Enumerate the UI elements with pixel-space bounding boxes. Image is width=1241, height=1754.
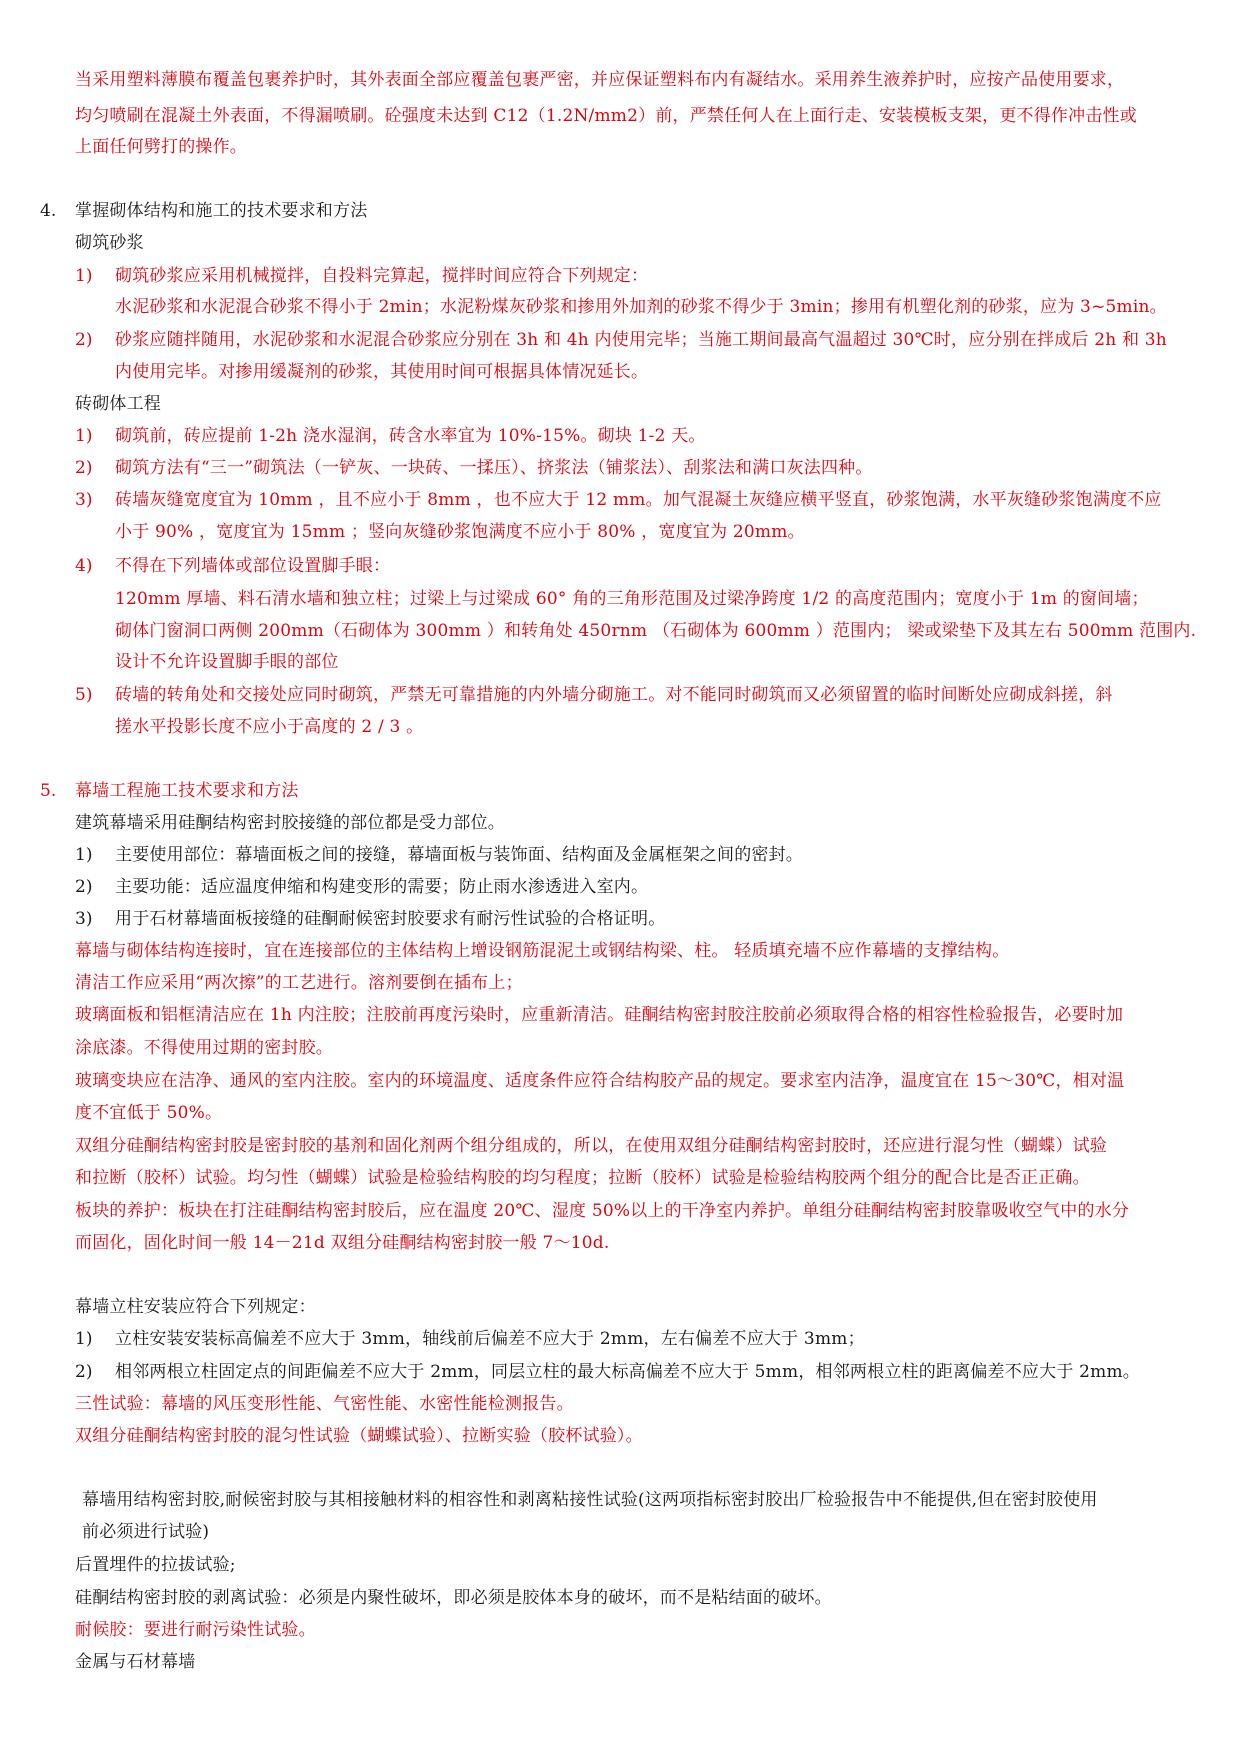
curtain-item-1-number: 1) [75,845,93,865]
intro-line-2: 均匀喷刷在混凝土外表面，不得漏喷刷。砼强度未达到 C12（1.2N/mm2）前，严禁任何人在上面行走、安装模板支架，更不得作冲击性或 [75,106,1137,126]
red-paragraph-6-line-2: 而固化，固化时间一般 14－21d 双组分硅酮结构密封胶一般 7～10d. [75,1233,610,1253]
mortar-item-1-line-2: 水泥砂浆和水泥混合砂浆不得小于 2min；水泥粉煤灰砂浆和掺用外加剂的砂浆不得少于 3min；掺用有机塑化剂的砂浆，应为 3~5min。 [115,297,1167,317]
section-5-number: 5. [40,781,57,801]
tail-line-1: 幕墙用结构密封胶,耐候密封胶与其相接触材料的相容性和剥离粘接性试验(这两项指标密封胶出厂检验报告中不能提供,但在密封胶使用 [82,1490,1098,1510]
brick-item-5-line-2: 搓水平投影长度不应小于高度的 2 / 3 。 [115,717,424,737]
brick-item-3-number: 3) [75,490,93,510]
three-tests: 三性试验：幕墙的风压变形性能、气密性能、水密性能检测报告。 [75,1394,574,1414]
brick-item-4-line-1: 不得在下列墙体或部位设置脚手眼： [115,556,391,576]
red-paragraph-1: 幕墙与砌体结构连接时，宜在连接部位的主体结构上增设钢筋混泥土或钢结构梁、柱。 轻质填充墙不应作幕墙的支撑结构。 [75,941,1010,961]
brick-item-3-line-1: 砖墙灰缝宽度宜为 10mm ，且不应小于 8mm ，也不应大于 12 mm。加气混凝土灰缝应横平竖直，砂浆饱满，水平灰缝砂浆饱满度不应 [115,490,1162,510]
column-item-2-text: 相邻两根立柱固定点的间距偏差不应大于 2mm，同层立柱的最大标高偏差不应大于 5mm，相邻两根立柱的距离偏差不应大于 2mm。 [115,1362,1140,1382]
section-4-title: 掌握砌体结构和施工的技术要求和方法 [75,201,368,221]
column-item-1-number: 1) [75,1329,93,1349]
column-item-2-number: 2) [75,1362,93,1382]
section-5-lead: 建筑幕墙采用硅酮结构密封胶接缝的部位都是受力部位。 [75,813,505,833]
section-5-title: 幕墙工程施工技术要求和方法 [75,781,299,801]
red-paragraph-5-line-1: 双组分硅酮结构密封胶是密封胶的基剂和固化剂两个组分组成的，所以，在使用双组分硅酮结构密封胶时，还应进行混匀性（蝴蝶）试验 [75,1136,1107,1156]
brick-item-4-line-2: 120mm 厚墙、料石清水墙和独立柱；过梁上与过梁成 60° 角的三角形范围及过梁净跨度 1/2 的高度范围内；宽度小于 1m 的窗间墙； [115,589,1149,609]
brick-heading: 砖砌体工程 [75,394,161,414]
mortar-item-2-line-1: 砂浆应随拌随用，水泥砂浆和水泥混合砂浆应分别在 3h 和 4h 内使用完毕；当施工期间最高气温超过 30℃时，应分别在拌成后 2h 和 3h [115,330,1167,350]
brick-item-3-line-2: 小于 90% ，宽度宜为 15mm ；竖向灰缝砂浆饱满度不应小于 80% ，宽度宜为 20mm。 [115,522,805,542]
column-heading: 幕墙立柱安装应符合下列规定： [75,1297,316,1317]
red-paragraph-4-line-1: 玻璃变块应在洁净、通风的室内注胶。室内的环境温度、适度条件应符合结构胶产品的规定。要求室内洁净，温度宜在 15～30℃，相对温 [75,1071,1125,1091]
intro-line-1: 当采用塑料薄膜布覆盖包裹养护时，其外表面全部应覆盖包裹严密，并应保证塑料布内有凝结水。采用养生液养护时，应按产品使用要求， [75,70,1125,90]
mortar-heading: 砌筑砂浆 [75,233,144,253]
tail-line-4: 硅酮结构密封胶的剥离试验：必须是内聚性破坏，即必须是胶体本身的破坏，而不是粘结面的破坏。 [75,1588,832,1608]
intro-line-3: 上面任何劈打的操作。 [75,137,247,157]
red-paragraph-5-line-2: 和拉断（胶杯）试验。均匀性（蝴蝶）试验是检验结构胶的均匀程度；拉断（胶杯）试验是检验结构胶两个组分的配合比是否正正确。 [75,1168,1090,1188]
curtain-item-1-text: 主要使用部位：幕墙面板之间的接缝，幕墙面板与装饰面、结构面及金属框架之间的密封。 [115,845,803,865]
brick-item-5-line-1: 砖墙的转角处和交接处应同时砌筑，严禁无可靠措施的内外墙分砌施工。对不能同时砌筑而又必须留置的临时间断处应砌成斜搓，斜 [115,685,1113,705]
curtain-item-2-text: 主要功能：适应温度伸缩和构建变形的需要；防止雨水渗透进入室内。 [115,877,649,897]
brick-item-4-number: 4) [75,556,93,576]
tail-line-3: 后置埋件的拉拔试验; [75,1555,236,1575]
section-4-number: 4. [40,201,57,221]
curtain-item-2-number: 2) [75,877,93,897]
brick-item-2-line-1: 砌筑方法有“三一”砌筑法（一铲灰、一块砖、一揉压）、挤浆法（铺浆法）、刮浆法和满口灰法四种。 [115,458,873,478]
two-component-tests: 双组分硅酮结构密封胶的混匀性试验（蝴蝶试验）、拉断实验（胶杯试验）。 [75,1426,643,1446]
brick-item-4-line-3: 砌体门窗洞口两侧 200mm（石砌体为 300mm ）和转角处 450rnm （石砌体为 600mm ）范围内； 梁或梁垫下及其左右 500mm 范围内. [115,621,1197,641]
brick-item-1-number: 1) [75,426,93,446]
tail-line-2: 前必须进行试验) [82,1522,210,1542]
red-paragraph-4-line-2: 度不宜低于 50%。 [75,1103,223,1123]
column-item-1-text: 立柱安装安装标高偏差不应大于 3mm，轴线前后偏差不应大于 2mm，左右偏差不应大于 3mm； [115,1329,865,1349]
mortar-item-2-number: 2) [75,330,93,350]
brick-item-2-number: 2) [75,458,93,478]
curtain-item-3-number: 3) [75,909,93,929]
tail-line-5: 耐候胶：要进行耐污染性试验。 [75,1620,316,1640]
red-paragraph-3-line-1: 玻璃面板和铝框清洁应在 1h 内注胶；注胶前再度污染时，应重新清洁。硅酮结构密封胶注胶前必须取得合格的相容性检验报告，必要时加 [75,1005,1124,1025]
red-paragraph-2: 清洁工作应采用“两次擦”的工艺进行。溶剂要倒在插布上； [75,973,523,993]
brick-item-4-line-4: 设计不允许设置脚手眼的部位 [115,652,339,672]
red-paragraph-3-line-2: 涂底漆。不得使用过期的密封胶。 [75,1038,333,1058]
brick-item-1-line-1: 砌筑前，砖应提前 1-2h 浇水湿润，砖含水率宜为 10%-15%。砌块 1-2 天。 [115,426,706,446]
mortar-item-2-line-2: 内使用完毕。对掺用缓凝剂的砂浆，其使用时间可根据具体情况延长。 [115,362,649,382]
red-paragraph-6-line-1: 板块的养护：板块在打注硅酮结构密封胶后，应在温度 20℃、湿度 50%以上的干净室内养护。单组分硅酮结构密封胶靠吸收空气中的水分 [75,1201,1130,1221]
curtain-item-3-text: 用于石材幕墙面板接缝的硅酮耐候密封胶要求有耐污性试验的合格证明。 [115,909,666,929]
brick-item-5-number: 5) [75,685,93,705]
mortar-item-1-line-1: 砌筑砂浆应采用机械搅拌，自投料完算起，搅拌时间应符合下列规定： [115,266,649,286]
tail-line-6: 金属与石材幕墙 [75,1652,196,1672]
mortar-item-1-number: 1) [75,266,93,286]
